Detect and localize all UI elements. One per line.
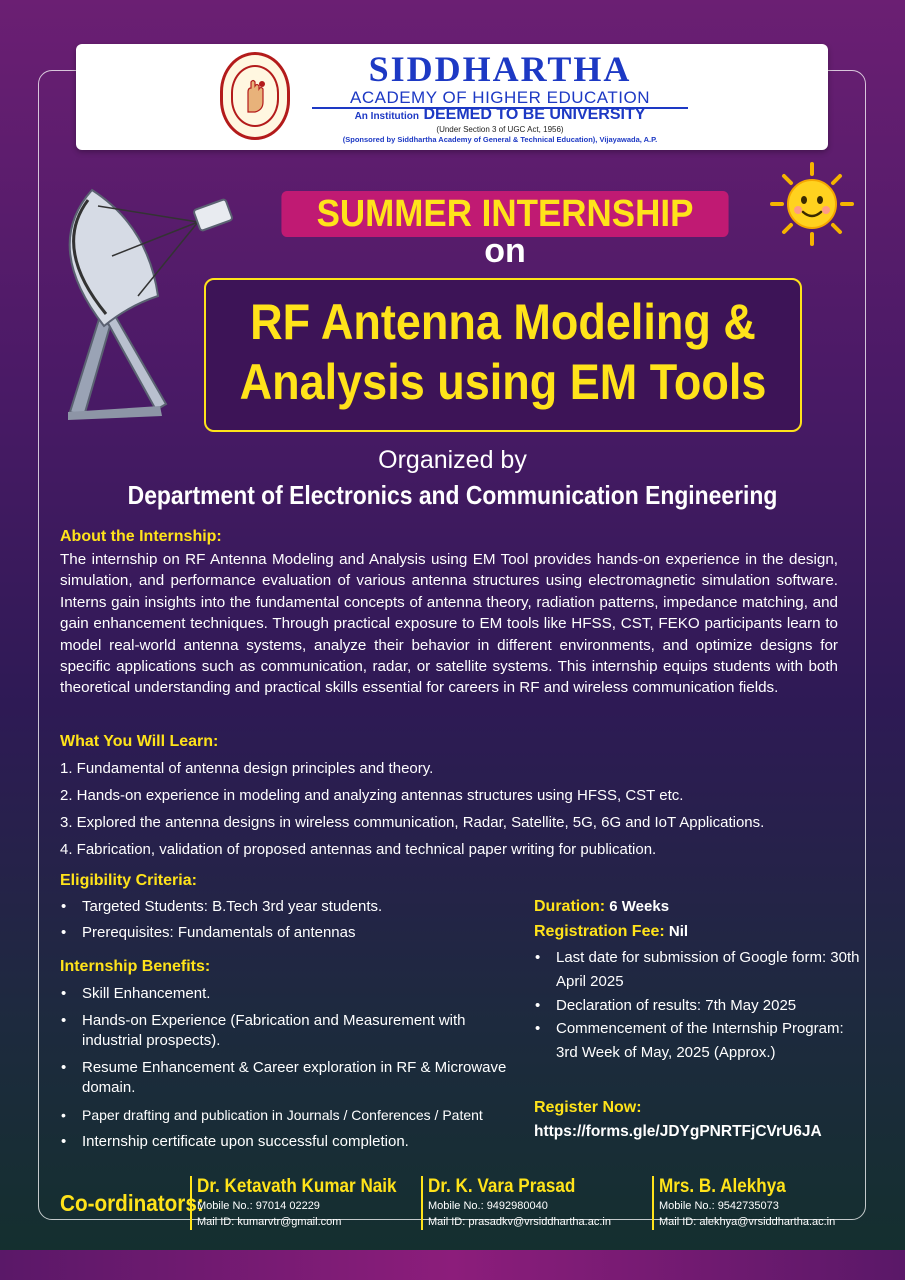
benefits-heading: Internship Benefits: [60, 958, 211, 975]
fee-value: Nil [668, 923, 689, 940]
institution-name: SIDDHARTHA [368, 49, 632, 89]
registration-link[interactable]: https://forms.gle/JDYgPNRTFjCVrU6JA [534, 1123, 822, 1140]
event-title-line2: Analysis using EM Tools [239, 354, 767, 410]
coordinator-mobile: Mobile No.: 9492980040 [428, 1200, 548, 1212]
coordinator-mail: Mail ID: kumarvtr@gmail.com [197, 1216, 342, 1228]
title-box [204, 278, 802, 432]
dates-list [534, 946, 864, 1065]
duration-value: 6 Weeks [609, 898, 670, 915]
list-item: • Paper drafting and publication in Journals / Conferences / Patent [60, 1105, 510, 1125]
list-item: • Resume Enhancement & Career exploration in RF & Microwave domain. [60, 1058, 510, 1098]
department-name: Department of Electronics and Communication Engineering [127, 480, 778, 510]
sponsor-note: (Sponsored by Siddhartha Academy of General & Technical Education), Vijayawada, A.P. [342, 135, 658, 144]
event-title-line1: RF Antenna Modeling & [250, 294, 756, 350]
fee-label: Registration Fee: [534, 923, 665, 940]
smiling-sun-icon [768, 160, 856, 248]
coordinator-card [652, 1176, 835, 1230]
duration [534, 898, 669, 916]
coordinator-mobile: Mobile No.: 9542735073 [659, 1200, 779, 1212]
coordinator-name: Dr. Ketavath Kumar Naik [197, 1176, 397, 1197]
learn-heading: What You Will Learn: [60, 733, 219, 750]
internship-type-banner: SUMMER INTERNSHIP [281, 191, 728, 237]
list-item: 4. Fabrication, validation of proposed antennas and technical paper writing for publication. [60, 841, 657, 858]
coordinator-mail: Mail ID: alekhya@vrsiddhartha.ac.in [659, 1216, 836, 1228]
coordinator-mail: Mail ID: prasadkv@vrsiddhartha.ac.in [428, 1216, 611, 1228]
list-item: • Targeted Students: B.Tech 3rd year students. [60, 898, 500, 924]
list-item: 1. Fundamental of antenna design principles and theory. [60, 760, 434, 777]
list-item: • Hands-on Experience (Fabrication and Measurement with industrial prospects). [60, 1011, 510, 1051]
deemed-status [308, 106, 692, 124]
coordinator-name: Dr. K. Vara Prasad [428, 1176, 576, 1197]
benefits-list [60, 984, 510, 1159]
register-heading: Register Now: [534, 1099, 642, 1116]
university-logo [220, 52, 290, 140]
list-item: • Last date for submission of Google form: 30th April 2025 [534, 946, 864, 994]
duration-label: Duration: [534, 898, 606, 915]
coordinator-mobile: Mobile No.: 97014 02229 [197, 1200, 320, 1212]
institution-subtitle: ACADEMY OF HIGHER EDUCATION [349, 88, 650, 107]
coordinator-name: Mrs. B. Alekhya [659, 1176, 786, 1197]
institution-header [76, 44, 828, 150]
eligibility-list [60, 898, 500, 950]
about-text: The internship on RF Antenna Modeling and Analysis using EM Tool provides hands-on experience in the design, simulation, and performance evaluation of various antenna structures using electromagnetic simulation software. Interns gain insights into the fundamental concepts of antenna theory, radiation patterns, impedance matching, and gain enhancement techniques. Through practical exposure to EM tools like HFSS, CST, FEKO participants learn to model real-world antenna systems, analyze their behavior in different environments, and optimize designs for specific applications such as communication, radar, or satellite systems. This internship equips students with both theoretical understanding and practical skills essential for careers in RF and wireless communication fields. [60, 551, 838, 697]
list-item: • Declaration of results: 7th May 2025 [534, 994, 864, 1018]
registration-fee [534, 923, 688, 941]
coordinator-card [190, 1176, 419, 1230]
about-heading: About the Internship: [60, 528, 222, 545]
learn-list [60, 760, 860, 868]
list-item: • Skill Enhancement. [60, 984, 510, 1004]
deemed-text: DEEMED TO BE UNIVERSITY [423, 106, 646, 123]
list-item: 2. Hands-on experience in modeling and analyzing antennas structures using HFSS, CST etc. [60, 787, 684, 804]
list-item: • Internship certificate upon successful completion. [60, 1132, 510, 1152]
ugc-note: (Under Section 3 of UGC Act, 1956) [436, 125, 564, 134]
list-item: • Commencement of the Internship Program: 3rd Week of May, 2025 (Approx.) [534, 1017, 864, 1065]
footer-bar [0, 1250, 905, 1280]
organized-by: Organized by [378, 446, 527, 474]
coordinators-label: Co-ordinators: [60, 1190, 204, 1216]
list-item: 3. Explored the antenna designs in wireless communication, Radar, Satellite, 5G, 6G and IoT Applications. [60, 814, 765, 831]
eligibility-heading: Eligibility Criteria: [60, 872, 197, 889]
coordinator-card [421, 1176, 611, 1230]
deemed-prefix: An Institution [354, 111, 419, 122]
event-title [236, 292, 771, 412]
on-label: on [484, 232, 526, 270]
list-item: • Prerequisites: Fundamentals of antennas [60, 924, 500, 950]
